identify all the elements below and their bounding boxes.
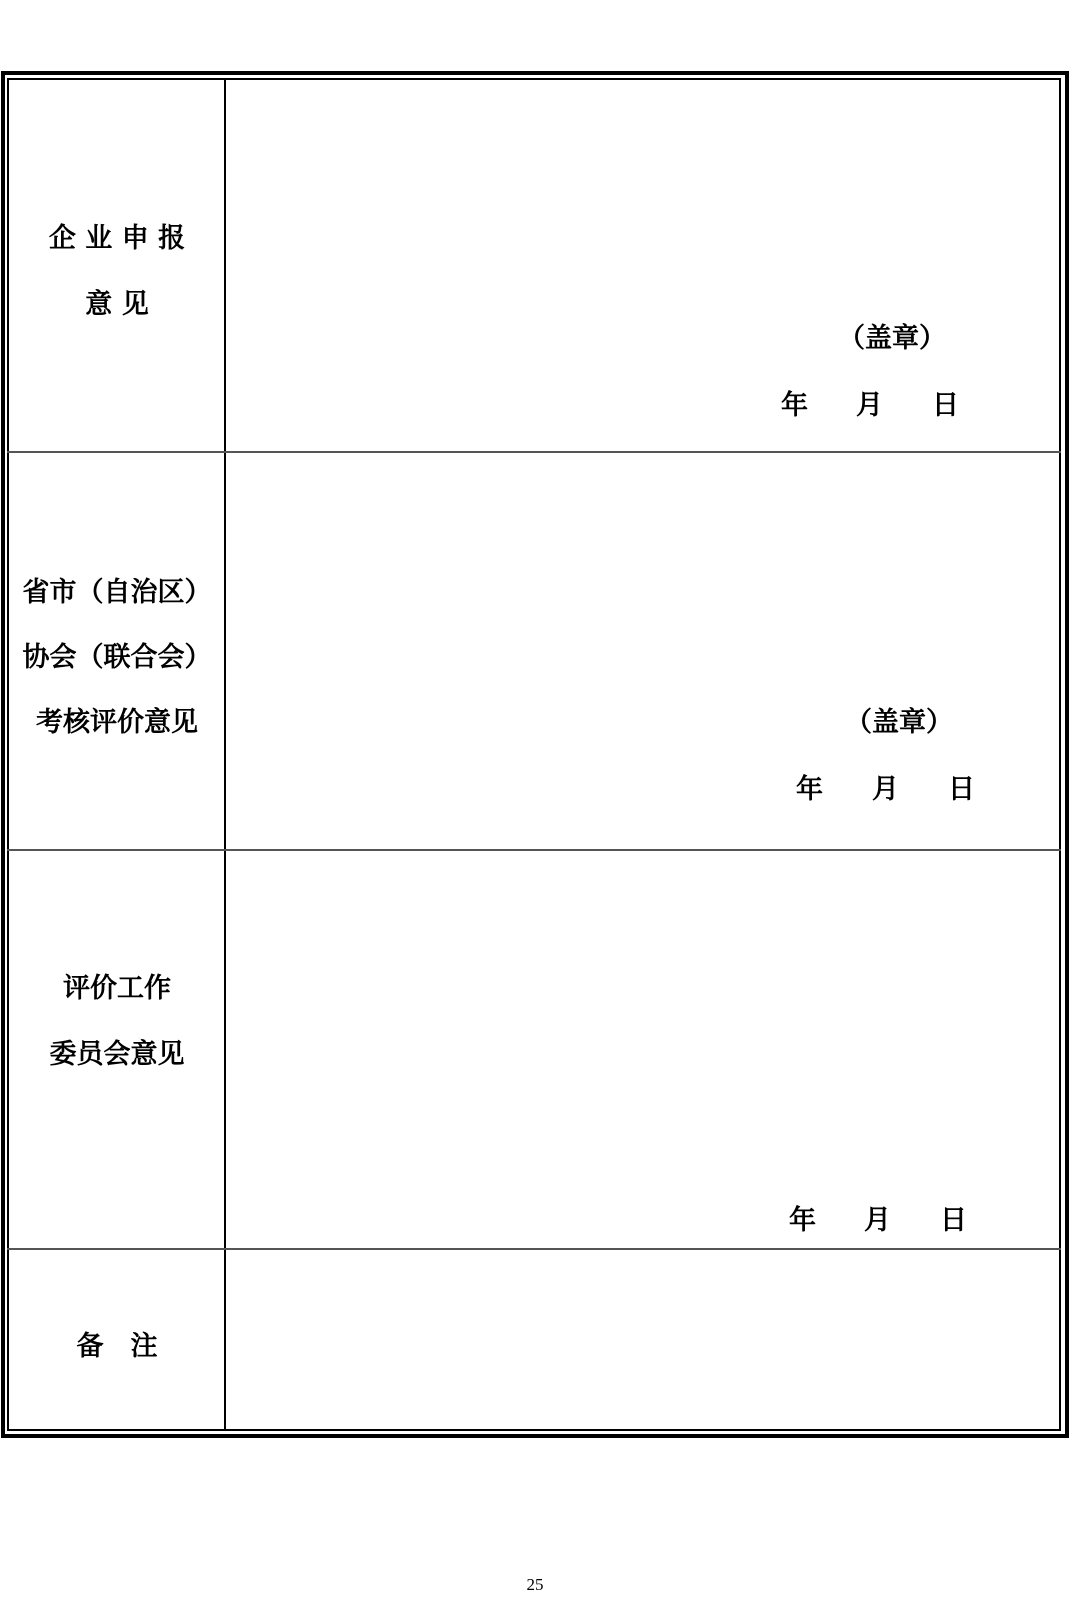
row-province-label-line-3: 考核评价意见 bbox=[36, 707, 198, 738]
row-committee-date-day: 日 bbox=[940, 1205, 967, 1236]
row-enterprise-date-month: 月 bbox=[856, 390, 883, 421]
row-province-label-line-1: 省市（自治区） bbox=[22, 577, 212, 608]
row-committee-date-year: 年 bbox=[789, 1205, 816, 1236]
row-enterprise-date-year: 年 bbox=[781, 390, 808, 421]
row-province-date-month: 月 bbox=[872, 774, 899, 805]
row-province-date-day: 日 bbox=[948, 774, 975, 805]
form-table bbox=[7, 78, 1061, 1431]
row-province-seal: （盖章） bbox=[845, 707, 953, 738]
row-committee-label-line-1: 评价工作 bbox=[63, 973, 171, 1004]
row-enterprise-seal: （盖章） bbox=[838, 323, 946, 354]
row-committee-label-line-2: 委员会意见 bbox=[49, 1039, 185, 1070]
column-divider bbox=[224, 78, 226, 1431]
row-divider bbox=[7, 451, 1061, 453]
row-province-label-line-2: 协会（联合会） bbox=[22, 642, 212, 673]
row-remarks-label: 备 注 bbox=[76, 1331, 158, 1362]
row-divider bbox=[7, 1248, 1061, 1250]
row-divider bbox=[7, 849, 1061, 851]
row-enterprise-date-day: 日 bbox=[932, 390, 959, 421]
row-enterprise-label-line-2: 意 见 bbox=[85, 289, 149, 320]
page-number: 25 bbox=[526, 1575, 544, 1594]
row-province-date-year: 年 bbox=[796, 774, 823, 805]
row-enterprise-label-line-1: 企 业 申 报 bbox=[48, 223, 186, 254]
row-committee-date-month: 月 bbox=[864, 1205, 891, 1236]
